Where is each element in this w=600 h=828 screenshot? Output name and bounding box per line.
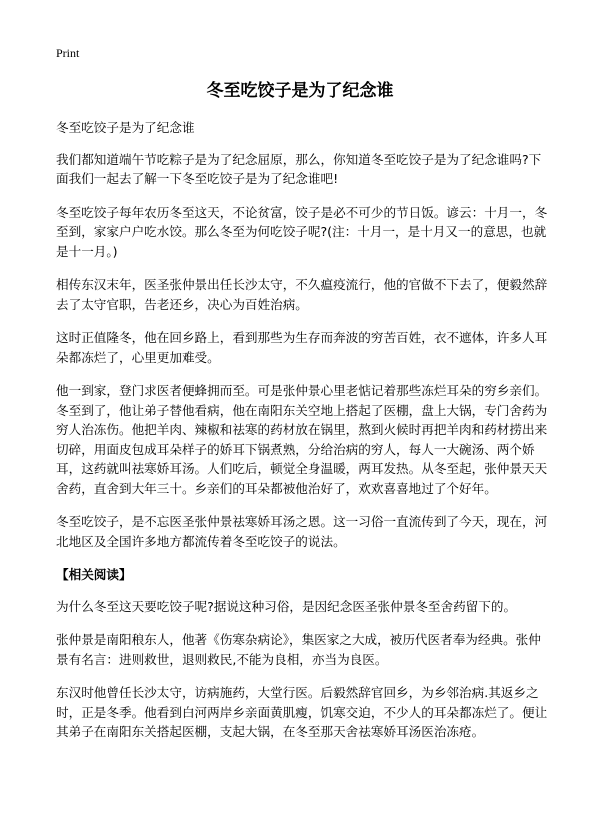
related-paragraph-biography: 张仲景是南阳稂东人，他著《伤寒杂病论》，集医家之大成，被历代医者奉为经典。张仲景有名言：进则救世，退则救民,不能为良相，亦当为良医。 — [56, 632, 541, 667]
related-paragraph-history: 东汉时他曾任长沙太守，访病施药，大堂行医。后毅然辞官回乡，为乡邻治病.其返乡之时，正是冬季。他看到白河两岸乡亲面黄肌瘦，饥寒交迫，不少人的耳朵都冻烂了。便让其弟子在南阳东关搭起医棚，支起大锅，在冬至那天舍祛寒娇耳汤医治冻疮。 — [56, 685, 548, 739]
paragraph-intro: 我们都知道端午节吃粽子是为了纪念屈原，那么，你知道冬至吃饺子是为了纪念谁吗?下面我们一起去了解一下冬至吃饺子是为了纪念谁吧! — [56, 151, 542, 186]
print-link[interactable]: Print — [56, 46, 80, 60]
paragraph-legend-start: 相传东汉末年，医圣张仲景出任长沙太守，不久瘟疫流行，他的官做不下去了，便毅然辞去了太守官职，告老还乡，决心为百姓治病。 — [56, 277, 548, 312]
paragraph-custom: 冬至吃饺子每年农历冬至这天，不论贫富，饺子是必不可少的节日饭。谚云：十月一，冬至到，家家户户吃水饺。那么冬至为何吃饺子呢?(注：十月一，是十月又一的意思，也就是十一月。) — [56, 204, 548, 259]
paragraph-winter: 这时正值隆冬，他在回乡路上，看到那些为生存而奔波的穷苦百姓，衣不遮体，许多人耳朵都冻烂了，心里更加难受。 — [56, 330, 548, 365]
related-reading-heading: 【相关阅读】 — [56, 567, 132, 582]
paragraph-tradition: 冬至吃饺子，是不忘医圣张仲景祛寒娇耳汤之恩。这一习俗一直流传到了今天，现在，河北地区及全国许多地方都流传着冬至吃饺子的说法。 — [56, 514, 548, 549]
paragraph-remedy: 他一到家，登门求医者便蜂拥而至。可是张仲景心里老惦记着那些冻烂耳朵的穷乡亲们。冬至到了，他让弟子替他看病，他在南阳东关空地上搭起了医棚，盘上大锅，专门舍药为穷人治冻伤。他把羊肉、辣椒和祛寒的药材放在锅里，熬到火候时再把羊肉和药材捞出来切碎，用面皮包成耳朵样子的娇耳下锅煮熟，分给治病的穷人，每人一大碗汤、两个娇耳，这药就叫祛寒娇耳汤。人们吃后，顿觉全身温暖，两耳发热。从冬至起，张仲景天天舍药，直舍到大年三十。乡亲们的耳朵都被他治好了，欢欢喜喜地过了个好年。 — [56, 383, 548, 496]
article-body — [56, 118, 550, 756]
page-title: 冬至吃饺子是为了纪念谁 — [206, 81, 394, 101]
article-subtitle: 冬至吃饺子是为了纪念谁 — [56, 120, 195, 135]
related-paragraph-why: 为什么冬至这天要吃饺子呢?据说这种习俗，是因纪念医圣张仲景冬至舍药留下的。 — [56, 598, 517, 614]
